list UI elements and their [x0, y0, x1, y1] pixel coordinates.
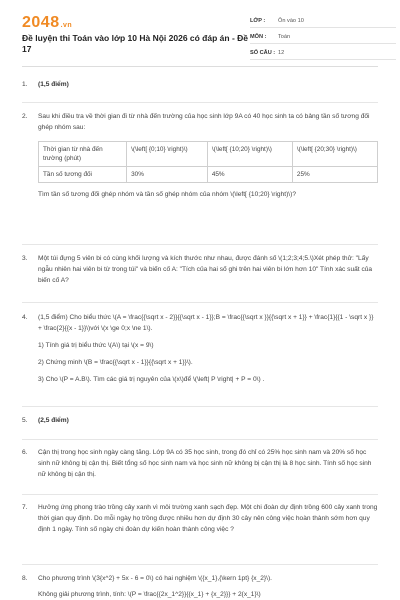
question-number: 7. [22, 504, 28, 511]
divider [22, 564, 378, 565]
question-number: 1. [22, 81, 28, 88]
divider [22, 102, 378, 103]
brand-name: 2048 [22, 14, 60, 31]
question-text: (1,5 điểm) [38, 81, 69, 88]
question-number: 6. [22, 449, 28, 456]
question-text: Cận thị trong học sinh ngày càng tăng. Lớp 9A có 35 học sinh, trong đó chỉ có 25% học sinh nam và 20% số học sinh nữ không bị cận thị. Biết tổng số học sinh nam và học sinh nữ không bị cận thị là 8 học sinh. Tính số học sinh nữ không bị cận thị. [38, 449, 372, 478]
table-cell: 25% [292, 167, 377, 183]
question-text: Hưởng ứng phong trào trồng cây xanh vì môi trường xanh sạch đẹp. Một chi đoàn dự định trồng 600 cây xanh trong thời gian quy định. Do mỗi ngày họ trồng được nhiều hơn dự định 30 cây nên công việc hoàn thành sớm hơn quy định 1 ngày. Tính số ngày chi đoàn dự kiến hoàn thành công việc ? [38, 504, 378, 533]
page-title: Đề luyện thi Toán vào lớp 10 Hà Nội 2026 có đáp án - Đề 17 [22, 33, 248, 54]
meta-row-lop [250, 14, 396, 28]
subquestion-2: 2) Chứng minh \(B = \frac{{\sqrt x - 1}}{{\sqrt x + 1}}\). [38, 359, 193, 366]
meta-info [250, 14, 396, 62]
frequency-table [38, 141, 378, 183]
question-text: (2,5 điểm) [38, 417, 69, 424]
table-cell: \(\left[ {20;30} \right)\) [292, 142, 377, 167]
brand-logo[interactable] [22, 14, 72, 32]
subquestion-3: 3) Cho \(P = A.B\). Tìm các giá trị nguyên của \(x\)để \(\left| P \right| + P = 0\) . [38, 376, 265, 383]
divider [22, 244, 378, 245]
question-number: 5. [22, 417, 28, 424]
meta-row-mon [250, 30, 396, 44]
table-cell: \(\left[ {0;10} \right)\) [127, 142, 208, 167]
divider [22, 302, 378, 303]
meta-label-lop: LỚP : [250, 17, 266, 24]
table-cell: \(\left[ {10;20} \right)\) [207, 142, 292, 167]
meta-label-socau: SỐ CÂU : [250, 49, 276, 56]
meta-row-socau [250, 46, 396, 60]
subquestion-1: Không giải phương trình, tính: \(P = \frac{{2x_1^2}}{{x_1} + {x_2}}} + 2{x_1}\) [38, 591, 261, 598]
meta-label-mon: MÔN : [250, 33, 267, 40]
question-number: 8. [22, 575, 28, 582]
divider [22, 494, 378, 495]
question-text: (1,5 điểm) Cho biểu thức \(A = \frac{{\sqrt x - 2}}{{\sqrt x - 1}};B = \frac{{\sqrt x }}{{\sqrt x + 1}} + \frac{1}{{1 - \sqrt x }} + \frac{2}{{x - 1}}\)với \(x \ge 0;x \ne 1\). [38, 314, 374, 332]
table-row [39, 167, 378, 183]
table-cell: 30% [127, 167, 208, 183]
question-text: Cho phương trình \(3{x^2} + 5x - 6 = 0\) có hai nghiệm \({x_1},{\kern 1pt} {x_2}\). [38, 575, 272, 582]
question-followup: Tìm tần số tương đối ghép nhóm và tần số ghép nhóm của nhóm \(\left[ {10;20} \right)\)? [38, 191, 296, 198]
table-cell: Tần số tương đối [39, 167, 127, 183]
meta-value-mon: Toán [278, 33, 291, 40]
question-number: 4. [22, 314, 28, 321]
table-row [39, 142, 378, 167]
table-cell: 45% [207, 167, 292, 183]
question-number: 2. [22, 113, 28, 120]
subquestion-1: 1) Tính giá trị biểu thức \(A\) tại \(x = 9\) [38, 342, 154, 349]
table-cell: Thời gian từ nhà đến trường (phút) [39, 142, 127, 167]
divider [22, 406, 378, 407]
meta-value-lop: Ôn vào 10 [278, 17, 304, 24]
question-text: Sau khi điều tra về thời gian đi từ nhà đến trường của học sinh lớp 9A có 40 học sinh ta có bảng tần số tương đối ghép nhóm sau: [38, 113, 370, 131]
question-text: Một túi đựng 5 viên bi có cùng khối lượng và kích thước như nhau, được đánh số \(1;2;3;4;5.\)Xét phép thử: "Lấy ngẫu nhiên hai viên bi từ trong túi" và biến cố A: "Tích của hai số ghi trên hai viên bi lớn hơn 10" Tính xác suất của biến cố A? [38, 255, 373, 284]
question-number: 3. [22, 255, 28, 262]
document-header [22, 0, 378, 67]
meta-value-socau: 12 [278, 49, 285, 56]
divider [22, 439, 378, 440]
brand-tld: .vn [60, 22, 73, 29]
